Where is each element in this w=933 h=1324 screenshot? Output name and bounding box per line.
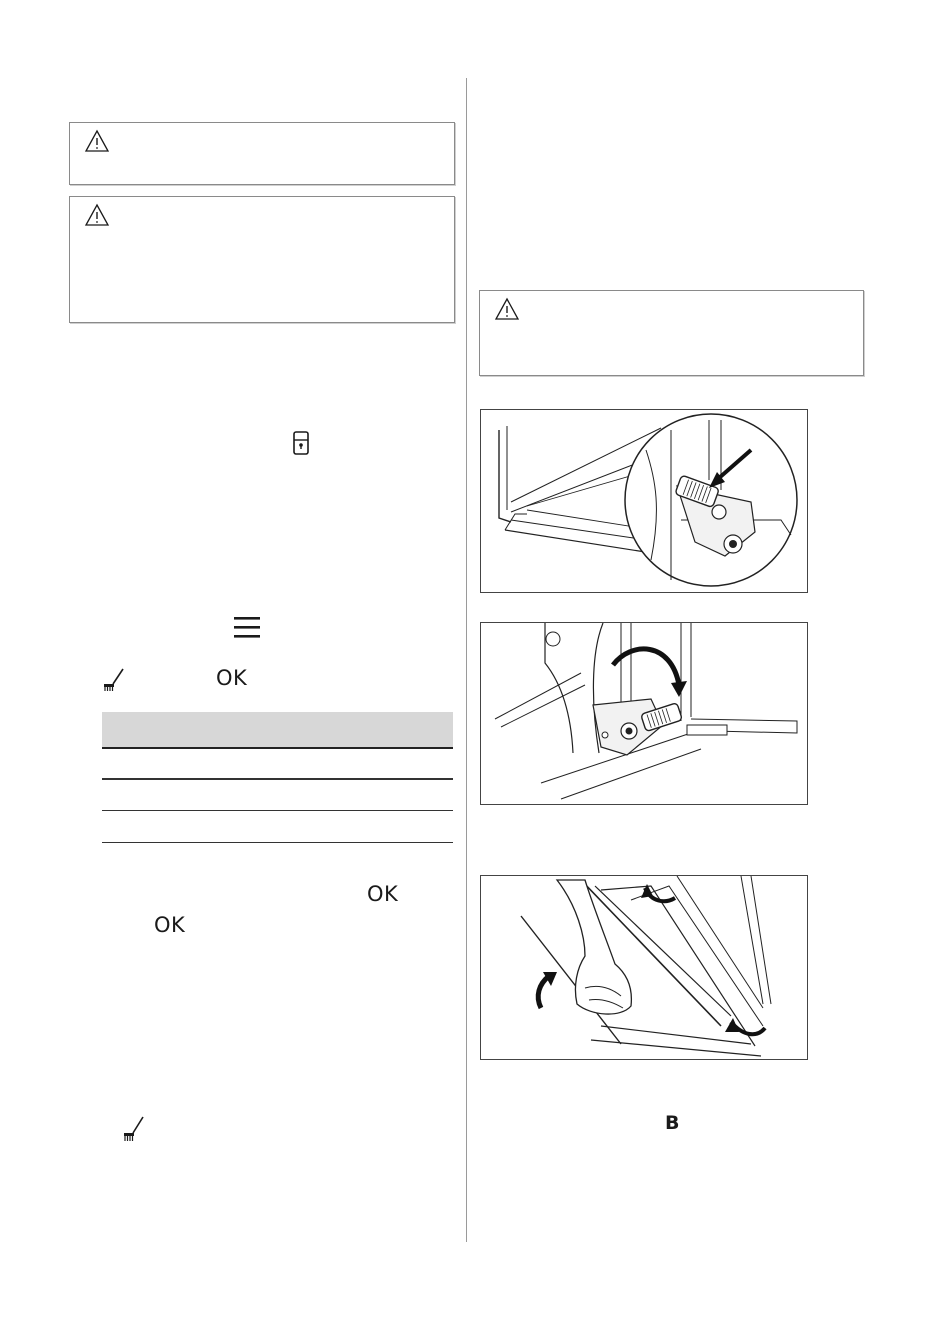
ok-label: OK (216, 666, 248, 690)
cleaning-brush-icon (122, 1116, 146, 1142)
hinge-lever-illustration (481, 410, 807, 592)
ok-label: OK (367, 882, 399, 906)
table-header (102, 712, 453, 749)
warning-triangle-icon (494, 297, 520, 321)
door-removal-illustration (481, 876, 807, 1059)
warning-triangle-icon (84, 129, 110, 153)
lever-rotation-illustration (481, 623, 807, 804)
ok-label: OK (154, 913, 186, 937)
figure-label-b: B (665, 1112, 680, 1134)
warning-box-2 (69, 196, 455, 323)
column-divider (466, 78, 467, 1242)
warning-triangle-icon (84, 203, 110, 227)
figure-door-removal (480, 875, 808, 1060)
table-rule (102, 842, 453, 843)
figure-hinge-lever (480, 409, 808, 593)
warning-box-1 (69, 122, 455, 185)
menu-icon (234, 616, 260, 640)
table-rule (102, 778, 453, 780)
cleaning-brush-icon (102, 668, 126, 692)
table-rule (102, 810, 453, 811)
door-lock-icon (293, 431, 309, 455)
warning-box-3 (479, 290, 864, 376)
figure-lever-rotation (480, 622, 808, 805)
